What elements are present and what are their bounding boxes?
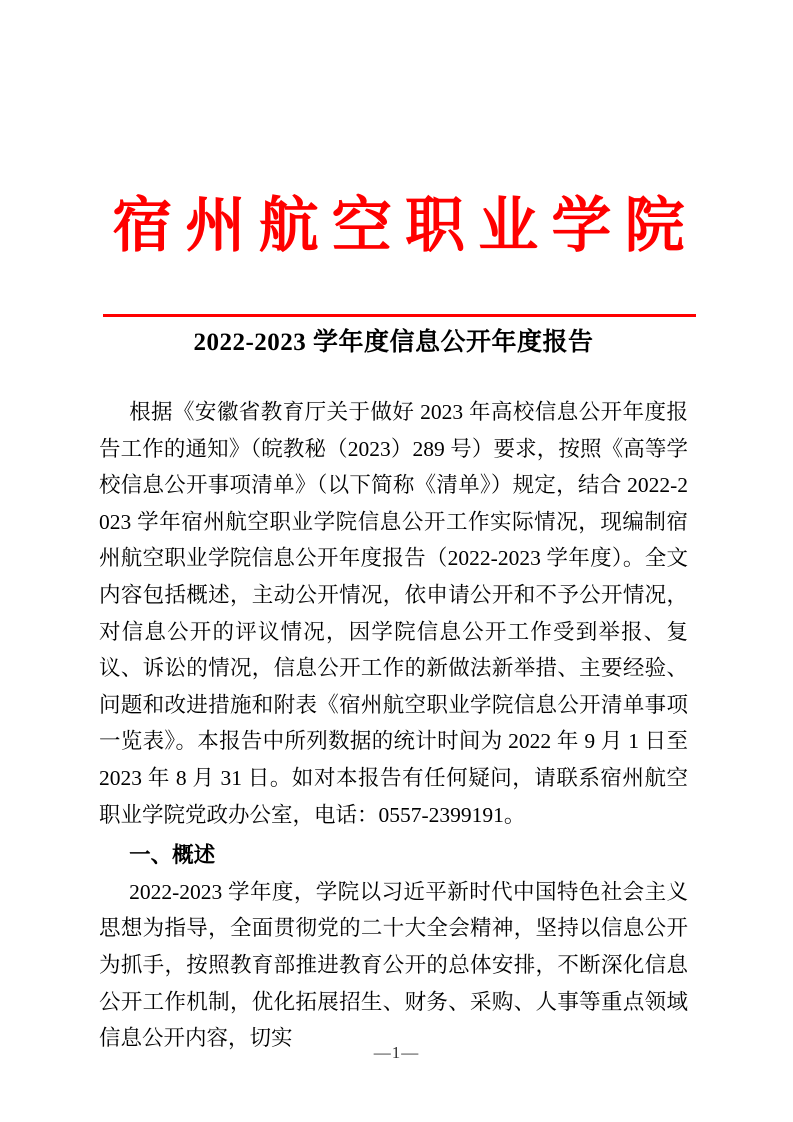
document-body bbox=[99, 394, 688, 1057]
report-title: 2022-2023 学年度信息公开年度报告 bbox=[193, 329, 594, 356]
institution-title: 宿州航空职业学院 bbox=[112, 193, 698, 259]
page-number: —1— bbox=[373, 1043, 420, 1062]
section-heading-overview: 一、概述 bbox=[129, 843, 216, 868]
overview-paragraph: 2022-2023 学年度，学院以习近平新时代中国特色社会主义思想为指导，全面贯彻党的二十大全会精神，坚持以信息公开为抓手，按照教育部推进教育公开的总体安排，不断深化信息公开工作机制，优化拓展招生、财务、采购、人事等重点领域信息公开内容，切实 bbox=[99, 879, 688, 1051]
red-divider-line bbox=[103, 314, 696, 317]
document-header bbox=[99, 188, 698, 360]
document-footer bbox=[0, 1042, 793, 1064]
intro-paragraph: 根据《安徽省教育厅关于做好 2023 年高校信息公开年度报告工作的通知》（皖教秘（2023）289 号）要求，按照《高等学校信息公开事项清单》（以下简称《清单》）规定，结合 2022-2023 学年宿州航空职业学院信息公开工作实际情况，现编制宿州航空职业学院信息公开年度报告（2022-2023 学年度）。全文内容包括概述，主动公开情况，依申请公开和不予公开情况，对信息公开的评议情况，因学院信息公开工作受到举报、复议、诉讼的情况，信息公开工作的新做法新举措、主要经验、问题和改进措施和附表《宿州航空职业学院信息公开清单事项一览表》。本报告中所列数据的统计时间为 2022 年 9 月 1 日至 2023 年 8 月 31 日。如对本报告有任何疑问，请联系宿州航空职业学院党政办公室，电话：0557-2399191。 bbox=[99, 400, 688, 827]
